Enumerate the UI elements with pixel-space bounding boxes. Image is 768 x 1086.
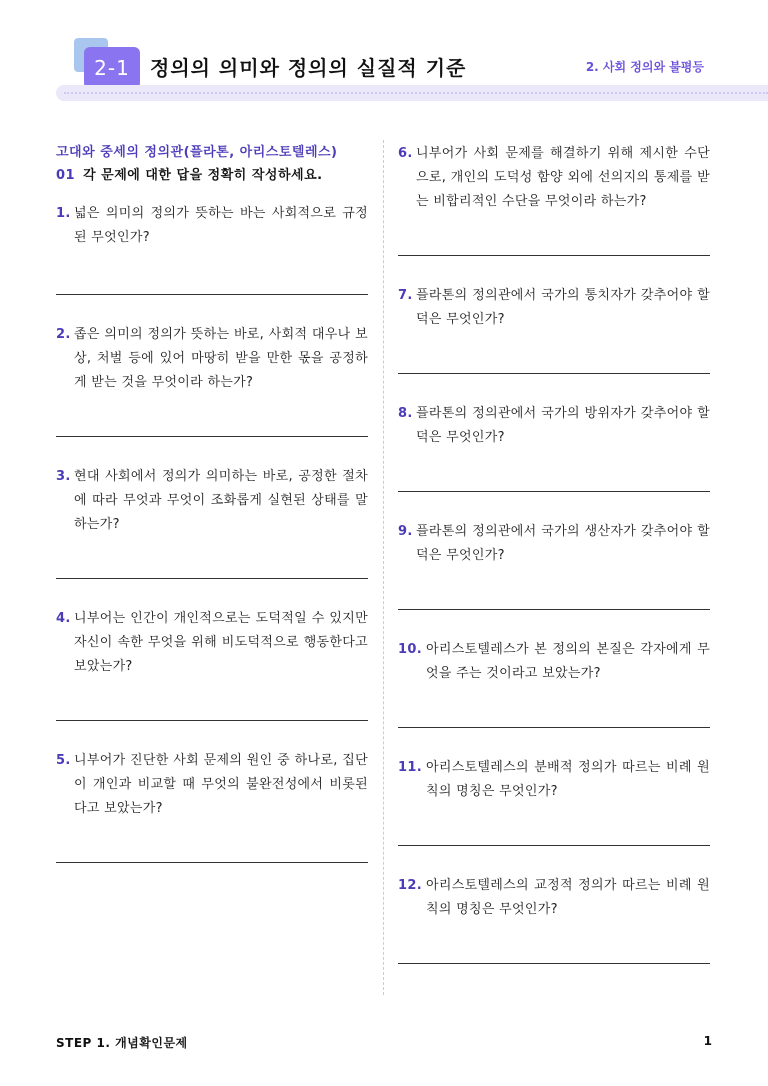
- question-number: 12.: [398, 878, 422, 893]
- question-text: 좁은 의미의 정의가 뜻하는 바로, 사회적 대우나 보상, 처벌 등에 있어 마땅히 받을 만한 몫을 공정하게 받는 것을 무엇이라 하는가?: [74, 327, 368, 390]
- header-band: [56, 85, 768, 101]
- question-10: [398, 638, 710, 686]
- question-number: 9.: [398, 524, 413, 539]
- unit-badge: 2-1: [84, 47, 140, 89]
- page-header: [0, 0, 768, 110]
- question-9: [398, 520, 710, 568]
- answer-line-1[interactable]: [56, 250, 368, 295]
- question-number: 7.: [398, 288, 413, 303]
- question-number: 6.: [398, 146, 413, 161]
- instruction-text: 각 문제에 대한 답을 정확히 작성하세요.: [83, 168, 323, 183]
- footer-step: STEP 1. 개념확인문제: [56, 1036, 188, 1050]
- question-number: 5.: [56, 753, 71, 768]
- question-text: 니부어가 진단한 사회 문제의 원인 중 하나로, 집단이 개인과 비교할 때 무엇의 불완전성에서 비롯된다고 보았는가?: [74, 753, 368, 816]
- answer-line-7[interactable]: [398, 332, 710, 374]
- subject-heading: 고대와 중세의 정의관(플라톤, 아리스토텔레스): [56, 145, 338, 160]
- answer-line-6[interactable]: [398, 214, 710, 256]
- answer-line-10[interactable]: [398, 686, 710, 728]
- question-number: 3.: [56, 469, 71, 484]
- answer-line-5[interactable]: [56, 821, 368, 863]
- page-number: 1: [703, 1034, 712, 1048]
- question-text: 아리스토텔레스가 본 정의의 본질은 각자에게 무엇을 주는 것이라고 보았는가?: [426, 642, 710, 681]
- answer-line-4[interactable]: [56, 679, 368, 721]
- question-8: [398, 402, 710, 450]
- column-divider: [383, 140, 384, 995]
- page-title: 정의의 의미와 정의의 실질적 기준: [150, 56, 467, 80]
- question-11: [398, 756, 710, 804]
- answer-line-9[interactable]: [398, 568, 710, 610]
- instruction: [56, 164, 368, 188]
- section-label: 2. 사회 정의와 불평등: [585, 60, 704, 74]
- answer-line-11[interactable]: [398, 804, 710, 846]
- question-number: 2.: [56, 327, 71, 342]
- question-12: [398, 874, 710, 922]
- question-1: [56, 202, 368, 250]
- question-number: 11.: [398, 760, 422, 775]
- question-3: [56, 465, 368, 537]
- answer-line-2[interactable]: [56, 395, 368, 437]
- question-text: 플라톤의 정의관에서 국가의 방위자가 갖추어야 할 덕은 무엇인가?: [416, 406, 710, 445]
- question-text: 니부어는 인간이 개인적으로는 도덕적일 수 있지만 자신이 속한 무엇을 위해 비도덕적으로 행동한다고 보았는가?: [74, 611, 368, 674]
- question-text: 넓은 의미의 정의가 뜻하는 바는 사회적으로 규정된 무엇인가?: [74, 206, 368, 245]
- question-6: [398, 142, 710, 214]
- question-number: 8.: [398, 406, 413, 421]
- right-column: [398, 142, 710, 964]
- question-number: 1.: [56, 206, 71, 221]
- question-text: 니부어가 사회 문제를 해결하기 위해 제시한 수단으로, 개인의 도덕성 함양 외에 선의지의 통제를 받는 비합리적인 수단을 무엇이라 하는가?: [416, 146, 710, 209]
- question-text: 플라톤의 정의관에서 국가의 통치자가 갖추어야 할 덕은 무엇인가?: [416, 288, 710, 327]
- answer-line-8[interactable]: [398, 450, 710, 492]
- left-column: [56, 142, 368, 863]
- question-text: 플라톤의 정의관에서 국가의 생산자가 갖추어야 할 덕은 무엇인가?: [416, 524, 710, 563]
- instruction-number: 01: [56, 168, 76, 183]
- question-2: [56, 323, 368, 395]
- question-number: 4.: [56, 611, 71, 626]
- question-5: [56, 749, 368, 821]
- answer-line-3[interactable]: [56, 537, 368, 579]
- question-text: 아리스토텔레스의 교정적 정의가 따르는 비례 원칙의 명칭은 무엇인가?: [426, 878, 710, 917]
- question-text: 현대 사회에서 정의가 의미하는 바로, 공정한 절차에 따라 무엇과 무엇이 조화롭게 실현된 상태를 말하는가?: [74, 469, 368, 532]
- question-number: 10.: [398, 642, 422, 657]
- question-7: [398, 284, 710, 332]
- question-4: [56, 607, 368, 679]
- answer-line-12[interactable]: [398, 922, 710, 964]
- question-text: 아리스토텔레스의 분배적 정의가 따르는 비례 원칙의 명칭은 무엇인가?: [426, 760, 710, 799]
